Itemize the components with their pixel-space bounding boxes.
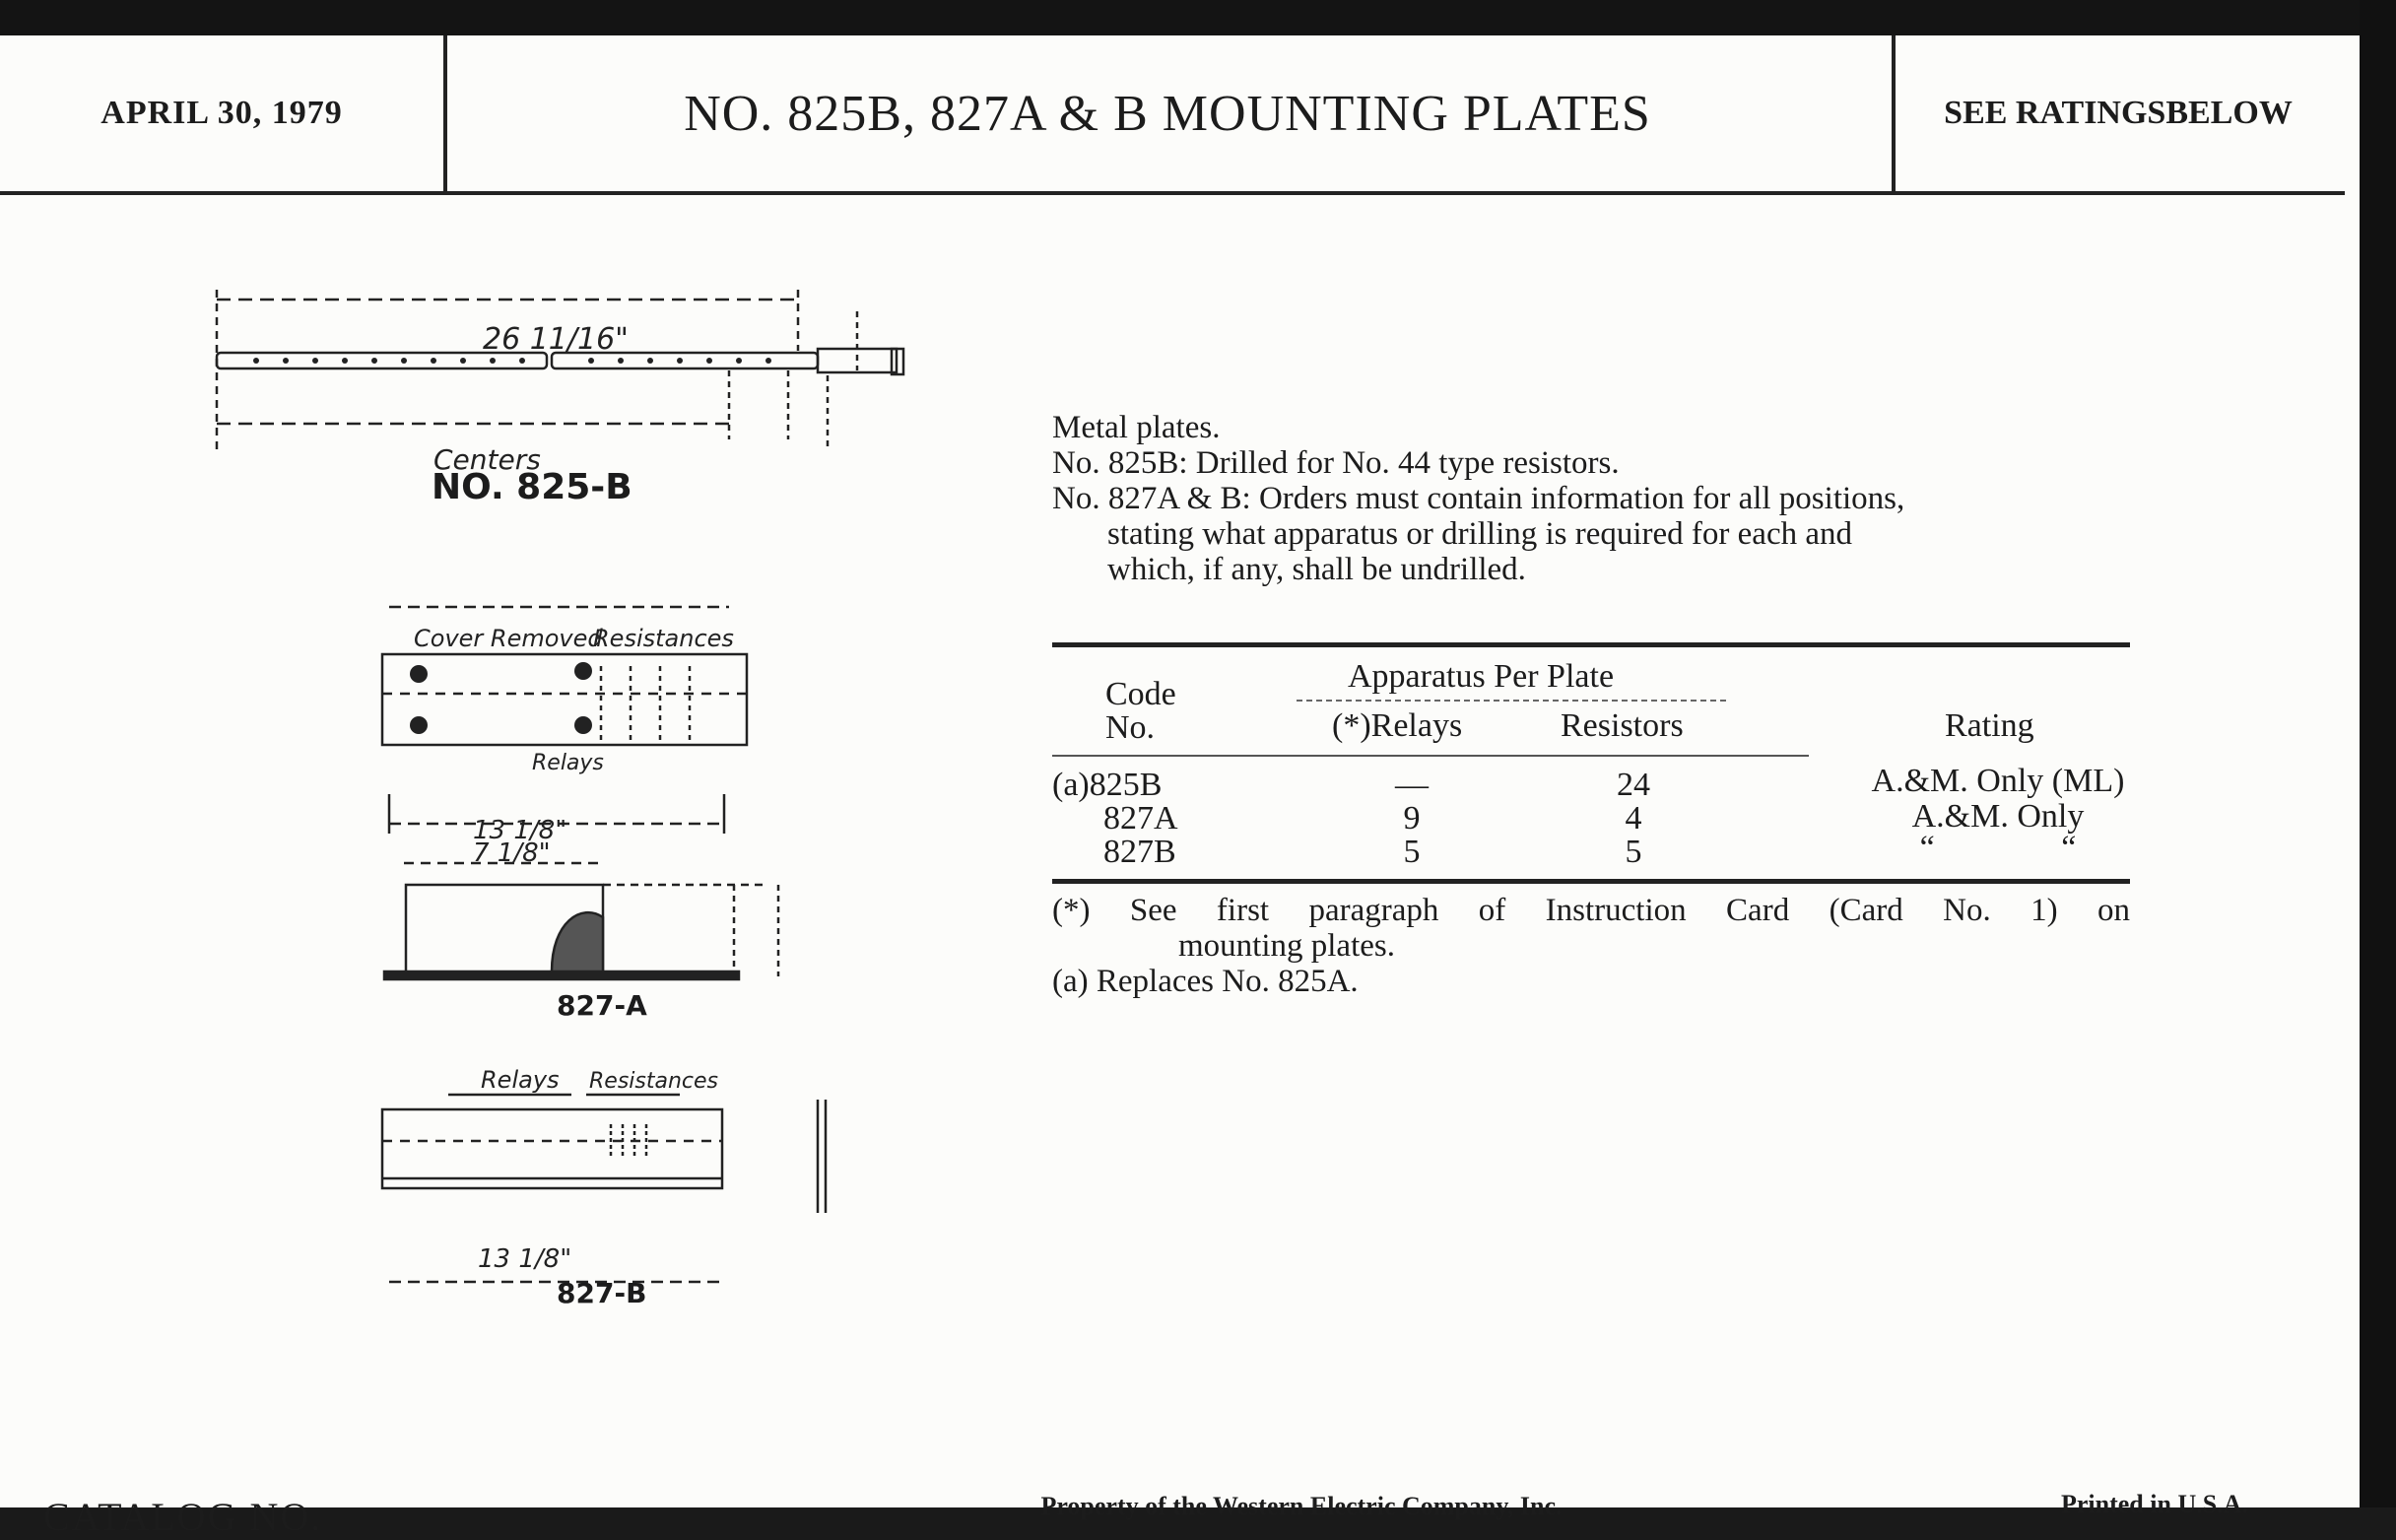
note-1b: mounting plates.: [1178, 928, 1395, 964]
cell-relays: 5: [1403, 834, 1421, 870]
label-relays-827b: Relays: [481, 1066, 560, 1094]
th-code-2: No.: [1105, 709, 1156, 746]
cell-rating: A.&M. Only (ML): [1871, 763, 2125, 799]
cell-resistors: 5: [1625, 834, 1642, 870]
dim-26: 26 11/16": [483, 322, 629, 357]
drawing-827a-bolts: [410, 662, 592, 734]
caption-825b: NO. 825-B: [432, 467, 632, 507]
cell-relays: —: [1395, 767, 1429, 803]
cell-code: (a)825B: [1052, 767, 1163, 803]
dim-7-827a: 7 1/8": [473, 838, 551, 868]
page-title: NO. 825B, 827A & B MOUNTING PLATES: [443, 35, 1896, 191]
drawing-825b: [217, 290, 903, 449]
ratings-line-1: SEE RATINGS: [1944, 95, 2166, 131]
table-rule-mid: [1052, 755, 1809, 757]
label-relays: Relays: [532, 751, 604, 775]
catalog-card: [0, 35, 2360, 1539]
desc-line-3: No. 827A & B: Orders must contain information for all positions,: [1052, 481, 1905, 516]
scan-border-top: [0, 0, 2396, 35]
ratings-table: [1052, 642, 2130, 889]
cell-code: 827A: [1103, 800, 1178, 837]
th-resistors: Resistors: [1561, 707, 1684, 744]
dim-13-827a: 13 1/8": [473, 816, 567, 845]
header-date: APRIL 30, 1979: [0, 35, 447, 191]
desc-line-5: which, if any, shall be undrilled.: [1107, 552, 1526, 587]
label-centers-825b: Centers: [433, 443, 541, 476]
desc-line-4: stating what apparatus or drilling is required for each and: [1107, 516, 1853, 552]
th-code-1: Code: [1105, 676, 1176, 712]
desc-line-1: Metal plates.: [1052, 410, 1221, 445]
catalog-number-label: CATALOG NO.: [43, 1495, 323, 1539]
desc-line-2: No. 825B: Drilled for No. 44 type resistors.: [1052, 445, 1620, 481]
cell-rating: “ “: [1919, 830, 2077, 866]
th-relays: (*)Relays: [1332, 707, 1463, 744]
drawing-827b: [382, 1095, 826, 1282]
dim-13-827b: 13 1/8": [478, 1244, 572, 1274]
table-rule-bottom: [1052, 879, 2130, 884]
table-rule-group: [1297, 700, 1726, 702]
scan-border-right: [2360, 0, 2396, 1507]
th-apparatus-group: Apparatus Per Plate: [1348, 658, 1615, 695]
label-resistances: Resistances: [593, 625, 734, 652]
table-rule-top: [1052, 642, 2130, 647]
label-cover-removed: Cover Removed: [414, 625, 603, 652]
property-notice: Property of the Western Electric Company, Inc.: [1040, 1492, 1563, 1520]
cell-rating: A.&M. Only: [1911, 798, 2085, 835]
footnotes: [1052, 893, 2130, 999]
drawing-827a-side: [384, 863, 778, 979]
description: [1052, 410, 2136, 587]
cell-relays: 9: [1403, 800, 1421, 837]
printed-in-notice: Printed in U.S.A.: [2061, 1490, 2248, 1518]
cell-resistors: 24: [1617, 767, 1650, 803]
cell-resistors: 4: [1625, 800, 1642, 837]
note-2: (a) Replaces No. 825A.: [1052, 964, 1359, 999]
note-1a: (*) See first paragraph of Instruction Card (Card No. 1) on: [1052, 893, 2130, 928]
caption-827a: 827-A: [557, 989, 647, 1022]
caption-827b: 827-B: [557, 1277, 647, 1309]
cell-code: 827B: [1103, 834, 1176, 870]
ratings-line-2: BELOW: [2165, 95, 2293, 131]
th-rating: Rating: [1945, 707, 2034, 744]
label-resistances-827b: Resistances: [589, 1069, 719, 1094]
drawing-825b-holes: [253, 358, 771, 364]
